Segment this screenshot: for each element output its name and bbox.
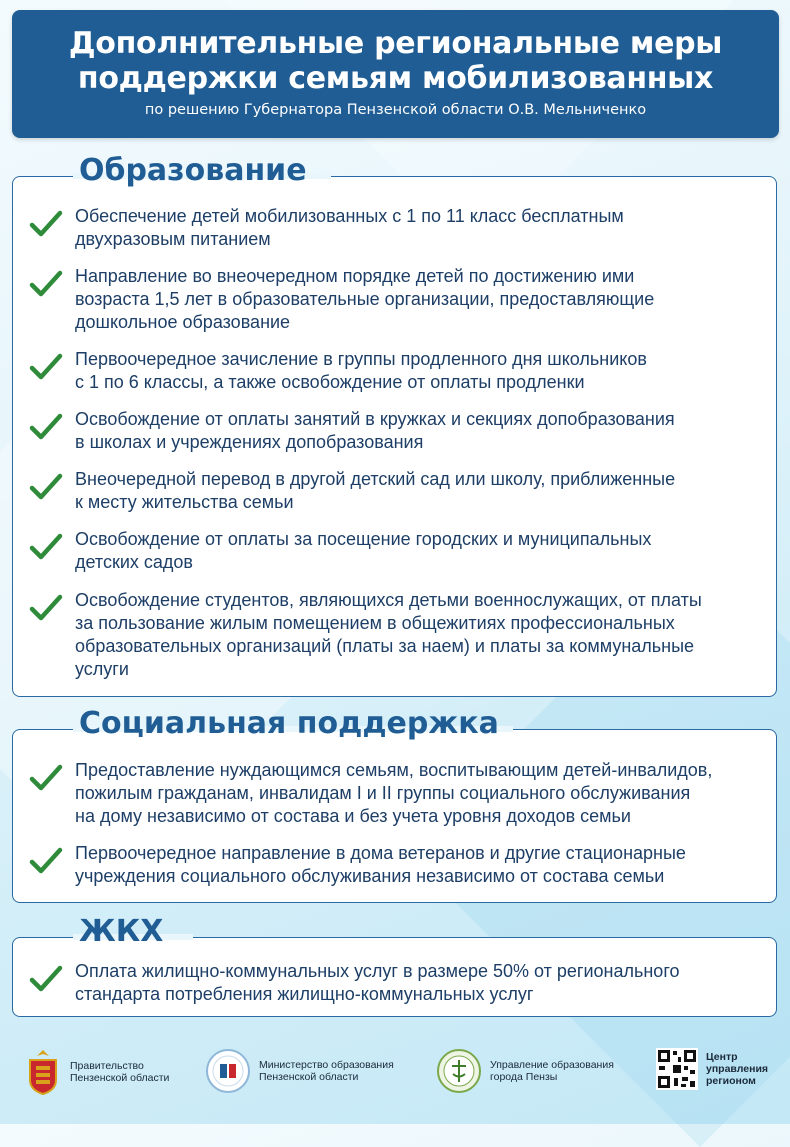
- footer-logos: [0, 1040, 790, 1124]
- section-housing: [12, 914, 777, 1017]
- city-education-emblem-icon: [436, 1048, 482, 1094]
- checkmark-icon: [29, 472, 63, 502]
- list-item-text: Освобождение от оплаты за посещение городских и муниципальных детских садов: [75, 529, 652, 572]
- list-item-text: Первоочередное направление в дома ветеранов и другие стационарные учреждения социального обслуживания независимо от состава семьи: [75, 843, 686, 886]
- logo-text-region-center: Центр управления регионом: [706, 1051, 769, 1087]
- logo-city-education: [436, 1048, 614, 1094]
- list-item: [29, 265, 766, 334]
- list-item-text: Освобождение от оплаты занятий в кружках и секциях допобразования в школах и учреждениях допобразования: [75, 409, 675, 452]
- checkmark-icon: [29, 846, 63, 876]
- checkmark-icon: [29, 209, 63, 239]
- qr-code-icon: [656, 1048, 698, 1090]
- list-item-text: Предоставление нуждающимся семьям, воспитывающим детей-инвалидов, пожилым гражданам, инвалидам I и II группы социального обслуживания на дому независимо от состава и без учета уровня доходов семьи: [75, 760, 713, 826]
- logo-text-ministry: Министерство образования Пензенской области: [259, 1059, 394, 1083]
- list-item-text: Внеочередной перевод в другой детский сад или школу, приближенные к месту жительства семьи: [75, 469, 676, 512]
- section-social-support: [12, 706, 777, 903]
- logo-text-city-education: Управление образования города Пензы: [490, 1059, 614, 1083]
- list-item: [29, 960, 766, 1006]
- logo-region-center: [656, 1048, 768, 1090]
- logo-government: [24, 1048, 169, 1096]
- list-item: [29, 348, 766, 394]
- checkmark-icon: [29, 532, 63, 562]
- list-item: [29, 205, 766, 251]
- list-item: [29, 759, 766, 828]
- section-title-housing: ЖКХ: [79, 914, 164, 949]
- page-subtitle: по решению Губернатора Пензенской области О.В. Мельниченко: [144, 102, 647, 118]
- logo-text-government: Правительство Пензенской области: [70, 1060, 170, 1084]
- checkmark-icon: [29, 412, 63, 442]
- checkmark-icon: [29, 352, 63, 382]
- list-item: [29, 528, 766, 574]
- list-item: [29, 842, 766, 888]
- checkmark-icon: [29, 964, 63, 994]
- list-item: [29, 408, 766, 454]
- checkmark-icon: [29, 269, 63, 299]
- ministry-emblem-icon: [205, 1048, 251, 1094]
- section-title-education: Образование: [79, 153, 307, 188]
- checkmark-icon: [29, 593, 63, 623]
- checkmark-icon: [29, 763, 63, 793]
- list-item-text: Первоочередное зачисление в группы продленного дня школьников с 1 по 6 классы, а также освобождение от оплаты продленки: [75, 349, 647, 392]
- coat-of-arms-icon: [24, 1048, 62, 1096]
- section-education: [12, 153, 777, 697]
- header-banner: [12, 10, 779, 138]
- section-title-social-support: Социальная поддержка: [79, 706, 499, 741]
- list-item: [29, 589, 766, 681]
- page-title: Дополнительные региональные меры поддержки семьям мобилизованных: [68, 26, 723, 96]
- logo-ministry: [205, 1048, 394, 1094]
- list-item: [29, 468, 766, 514]
- list-item-text: Обеспечение детей мобилизованных с 1 по 11 класс бесплатным двухразовым питанием: [75, 206, 624, 249]
- list-item-text: Оплата жилищно-коммунальных услуг в размере 50% от регионального стандарта потребления жилищно-коммунальных услуг: [75, 961, 680, 1004]
- list-item-text: Направление во внеочередном порядке детей по достижению ими возраста 1,5 лет в образовательные организации, предоставляющие дошкольное образование: [75, 266, 655, 332]
- list-item-text: Освобождение студентов, являющихся детьми военнослужащих, от платы за пользование жилым помещением в общежитиях профессиональных образовательных организаций (платы за наем) и платы за коммунальные услуги: [75, 590, 702, 679]
